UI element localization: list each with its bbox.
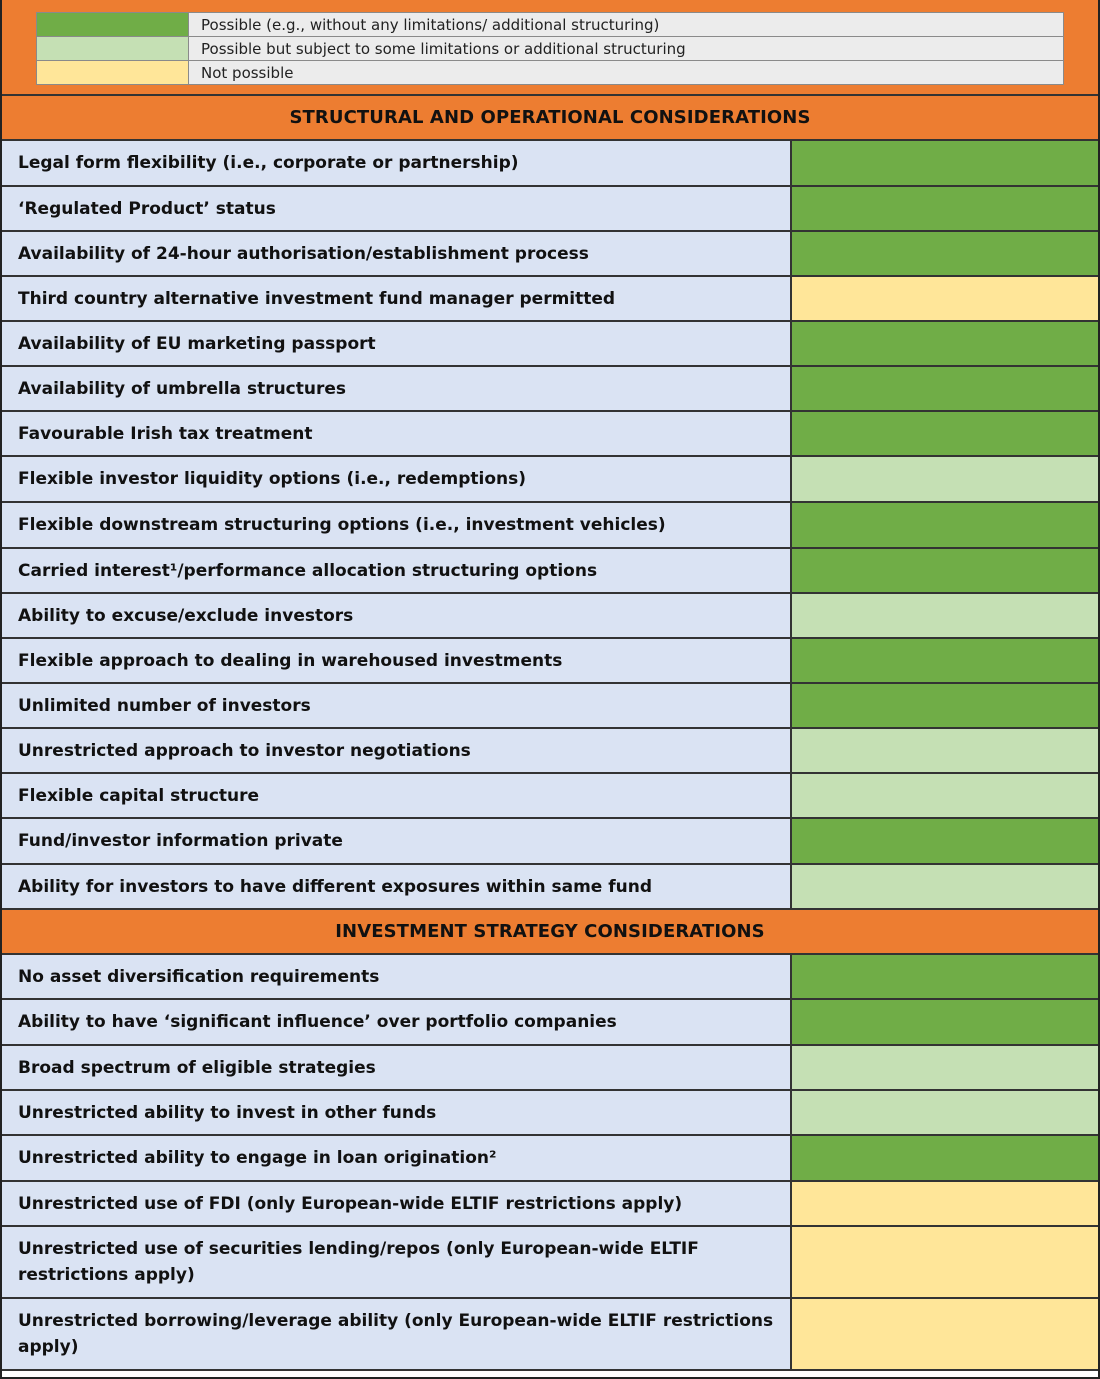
status-cell <box>792 684 1098 727</box>
status-cell <box>792 774 1098 817</box>
status-cell <box>792 1000 1098 1044</box>
status-cell <box>792 1046 1098 1089</box>
table-row <box>2 1091 1098 1136</box>
row-label: Flexible approach to dealing in warehoused investments <box>2 639 792 682</box>
section-header-investment: INVESTMENT STRATEGY CONSIDERATIONS <box>2 910 1098 955</box>
status-cell <box>792 277 1098 320</box>
row-label: Unrestricted approach to investor negotiations <box>2 729 792 772</box>
row-label: Flexible capital structure <box>2 774 792 817</box>
status-cell <box>792 819 1098 863</box>
status-cell <box>792 639 1098 682</box>
legend-swatch-limited <box>37 37 189 61</box>
legend-swatch-possible <box>37 13 189 37</box>
legend-swatch-not-possible <box>37 61 189 85</box>
status-cell <box>792 232 1098 275</box>
table-row <box>2 457 1098 503</box>
row-label: Flexible investor liquidity options (i.e., redemptions) <box>2 457 792 501</box>
row-label: Favourable Irish tax treatment <box>2 412 792 455</box>
row-label: Unrestricted use of securities lending/repos (only European-wide ELTIF restrictions apply) <box>2 1227 792 1297</box>
row-label: Availability of 24-hour authorisation/establishment process <box>2 232 792 275</box>
status-cell <box>792 1136 1098 1180</box>
table-row <box>2 1182 1098 1227</box>
table-row <box>2 141 1098 187</box>
row-label: Availability of umbrella structures <box>2 367 792 410</box>
table-row <box>2 412 1098 457</box>
row-label: Unrestricted ability to invest in other funds <box>2 1091 792 1134</box>
status-cell <box>792 549 1098 592</box>
status-cell <box>792 729 1098 772</box>
row-label: Availability of EU marketing passport <box>2 322 792 365</box>
table-row <box>2 684 1098 729</box>
row-label: No asset diversification requirements <box>2 955 792 998</box>
table-row <box>2 1227 1098 1299</box>
table-row <box>2 367 1098 412</box>
legend <box>2 0 1098 96</box>
table-row <box>2 1299 1098 1371</box>
table-row <box>2 639 1098 684</box>
status-cell <box>792 955 1098 998</box>
status-cell <box>792 412 1098 455</box>
structural-rows <box>2 141 1098 910</box>
table-row <box>2 1136 1098 1182</box>
table-row <box>2 322 1098 367</box>
status-cell <box>792 1182 1098 1225</box>
table-row <box>2 865 1098 910</box>
table-row <box>2 729 1098 774</box>
status-cell <box>792 322 1098 365</box>
legend-row-not-possible <box>37 61 1064 85</box>
investment-rows <box>2 955 1098 1371</box>
row-label: Ability to excuse/exclude investors <box>2 594 792 637</box>
table-row <box>2 1000 1098 1046</box>
row-label: Broad spectrum of eligible strategies <box>2 1046 792 1089</box>
row-label: Fund/investor information private <box>2 819 792 863</box>
legend-text-possible: Possible (e.g., without any limitations/ additional structuring) <box>189 13 1064 37</box>
row-label: Third country alternative investment fund manager permitted <box>2 277 792 320</box>
table-row <box>2 955 1098 1000</box>
row-label: ‘Regulated Product’ status <box>2 187 792 230</box>
status-cell <box>792 187 1098 230</box>
row-label: Ability to have ‘significant influence’ over portfolio companies <box>2 1000 792 1044</box>
table-row <box>2 594 1098 639</box>
row-label: Legal form flexibility (i.e., corporate or partnership) <box>2 141 792 185</box>
legend-row-possible <box>37 13 1064 37</box>
row-label: Carried interest¹/performance allocation structuring options <box>2 549 792 592</box>
table-row <box>2 1046 1098 1091</box>
table-row <box>2 232 1098 277</box>
table-row <box>2 503 1098 549</box>
status-cell <box>792 141 1098 185</box>
status-cell <box>792 503 1098 547</box>
status-cell <box>792 1227 1098 1297</box>
table-row <box>2 187 1098 232</box>
status-cell <box>792 1299 1098 1369</box>
legend-text-not-possible: Not possible <box>189 61 1064 85</box>
row-label: Ability for investors to have different exposures within same fund <box>2 865 792 908</box>
row-label: Unrestricted borrowing/leverage ability (only European-wide ELTIF restrictions apply) <box>2 1299 792 1369</box>
section-header-structural: STRUCTURAL AND OPERATIONAL CONSIDERATIONS <box>2 96 1098 141</box>
legend-table <box>36 12 1064 85</box>
legend-text-limited: Possible but subject to some limitations or additional structuring <box>189 37 1064 61</box>
row-label: Unrestricted ability to engage in loan origination² <box>2 1136 792 1180</box>
status-cell <box>792 865 1098 908</box>
status-cell <box>792 594 1098 637</box>
row-label: Flexible downstream structuring options (i.e., investment vehicles) <box>2 503 792 547</box>
row-label: Unlimited number of investors <box>2 684 792 727</box>
table-row <box>2 774 1098 819</box>
table-row <box>2 277 1098 322</box>
table-row <box>2 549 1098 594</box>
status-cell <box>792 457 1098 501</box>
legend-row-limited <box>37 37 1064 61</box>
status-cell <box>792 367 1098 410</box>
row-label: Unrestricted use of FDI (only European-wide ELTIF restrictions apply) <box>2 1182 792 1225</box>
status-cell <box>792 1091 1098 1134</box>
table-row <box>2 819 1098 865</box>
